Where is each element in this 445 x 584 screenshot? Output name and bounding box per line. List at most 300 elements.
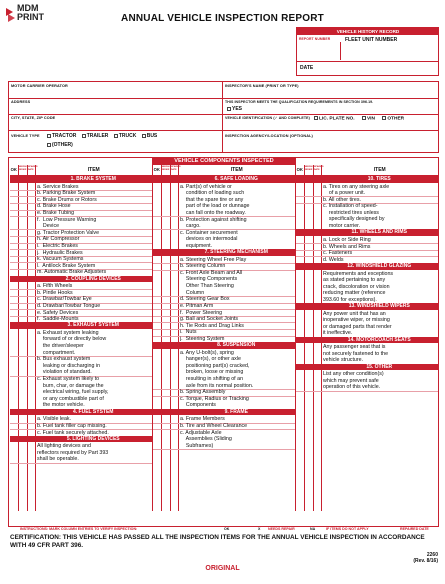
truck-label: TRUCK xyxy=(118,133,137,139)
section-header-cells xyxy=(10,176,36,183)
repaired-date-field[interactable] xyxy=(27,183,36,190)
ok-checkbox[interactable] xyxy=(296,243,305,250)
section-header-cells xyxy=(153,176,179,183)
instructions-na: NA xyxy=(310,527,316,531)
inspection-item: b. Parking Brake System xyxy=(37,190,96,197)
row-rule xyxy=(153,449,295,450)
ok-checkbox[interactable] xyxy=(10,256,19,263)
date-label: DATE xyxy=(300,65,314,71)
ok-checkbox[interactable] xyxy=(10,423,19,430)
inspection-item: c. Fasteners xyxy=(323,250,353,257)
ok-checkbox[interactable] xyxy=(10,376,19,409)
needs-repair-checkbox[interactable] xyxy=(18,316,27,323)
repaired-date-field[interactable] xyxy=(170,263,179,270)
ok-checkbox[interactable] xyxy=(153,322,162,329)
other-type-checkbox[interactable] xyxy=(47,143,51,147)
address-label: ADDRESS xyxy=(11,100,31,104)
ok-checkbox[interactable] xyxy=(10,283,19,290)
inspection-item: List any other condition(s) which may prevent safe operation of this vehicle. xyxy=(323,371,384,391)
inspection-item: g. Ball and Socket Joints xyxy=(180,316,239,323)
repaired-date-field[interactable] xyxy=(170,329,179,336)
agency-field[interactable] xyxy=(223,139,439,153)
needs-repair-checkbox[interactable] xyxy=(304,237,313,244)
inspection-item: a. Steering Wheel Free Play xyxy=(180,256,247,263)
repaired-date-field[interactable] xyxy=(27,236,36,243)
needs-repair-checkbox[interactable] xyxy=(161,296,170,303)
col-header-item: ITEM xyxy=(230,167,243,173)
logo-line1: MDM xyxy=(17,3,39,13)
needs-repair-checkbox[interactable] xyxy=(304,250,313,257)
inspection-item: d. Welds xyxy=(323,256,344,263)
col-header-needs-repair: NEEDS REPAIR xyxy=(161,166,170,171)
repaired-date-field[interactable] xyxy=(170,183,179,216)
ok-checkbox[interactable] xyxy=(296,310,305,336)
repaired-date-field[interactable] xyxy=(27,443,36,463)
section-header-cells xyxy=(296,303,322,310)
certification: CERTIFICATION: THIS VEHICLE HAS PASSED ALL THE INSPECTION ITEMS FOR THE ANNUAL VEHICLE INSPECTION IN ACCORDANCE WITH 49 CFR PART 396. xyxy=(10,534,425,549)
ok-checkbox[interactable] xyxy=(153,329,162,336)
repaired-date-field[interactable] xyxy=(27,316,36,323)
inspection-item: b. Tire and Wheel Clearance xyxy=(180,422,248,429)
form-number: 2260 xyxy=(426,552,438,558)
section-header: 2. COUPLING DEVICES xyxy=(35,276,152,283)
ok-checkbox[interactable] xyxy=(153,349,162,389)
repaired-date-field[interactable] xyxy=(170,216,179,229)
needs-repair-checkbox[interactable] xyxy=(18,330,27,356)
section-header-cells xyxy=(296,176,322,183)
inspection-item: Any power unit that has an inoperative wiper, or missing or damaged parts that render it ineffective. xyxy=(323,310,392,337)
ok-checkbox[interactable] xyxy=(10,183,19,190)
inspection-item: j. Steering System xyxy=(180,335,225,342)
needs-repair-checkbox[interactable] xyxy=(161,263,170,270)
repaired-date-field[interactable] xyxy=(27,269,36,276)
inspection-item: f. Low Pressure Warning Device xyxy=(37,216,97,230)
inspection-item: b. Fuel tank filler cap missing. xyxy=(37,422,107,429)
agency-label: INSPECTION AGENCY/LOCATION (OPTIONAL) xyxy=(225,134,313,138)
inspection-item: c. Installation of speed- restricted tires unless specifically designed by motor carrier. xyxy=(323,203,385,230)
inspection-item: i. Nuts xyxy=(180,329,197,336)
inspection-item: b. Protection against shifting cargo. xyxy=(180,216,247,230)
ok-checkbox[interactable] xyxy=(153,296,162,303)
ok-checkbox[interactable] xyxy=(153,256,162,263)
needs-repair-checkbox[interactable] xyxy=(304,344,313,364)
ok-checkbox[interactable] xyxy=(153,263,162,270)
repaired-date-field[interactable] xyxy=(313,270,322,303)
ok-checkbox[interactable] xyxy=(153,396,162,409)
repaired-date-field[interactable] xyxy=(27,229,36,236)
section-header-cells xyxy=(296,337,322,344)
inspection-item: a. Visible leak. xyxy=(37,416,72,423)
repaired-date-field[interactable] xyxy=(313,237,322,244)
repaired-date-field[interactable] xyxy=(313,250,322,257)
repaired-date-field[interactable] xyxy=(313,243,322,250)
needs-repair-checkbox[interactable] xyxy=(304,196,313,203)
date-field[interactable] xyxy=(317,62,437,76)
lic-checkbox[interactable] xyxy=(314,116,318,120)
ok-checkbox[interactable] xyxy=(10,210,19,217)
ok-checkbox[interactable] xyxy=(296,344,305,364)
inspector-name-label: INSPECTOR'S NAME (PRINT OR TYPE) xyxy=(225,84,299,88)
ok-checkbox[interactable] xyxy=(10,262,19,269)
repaired-date-field[interactable] xyxy=(313,183,322,196)
inspection-item: d. Drawbar/Towbar Tongue xyxy=(37,302,101,309)
ok-checkbox[interactable] xyxy=(153,336,162,343)
inspection-item: j. Hydraulic Brakes xyxy=(37,249,83,256)
inspection-item: Any passenger seat that is not securely fastened to the vehicle structure. xyxy=(323,344,389,364)
fleet-unit-field[interactable] xyxy=(342,42,439,60)
instructions-repaired: REPAIRED DATE xyxy=(400,527,429,531)
trailer-label: TRAILER xyxy=(86,133,109,139)
needs-repair-checkbox[interactable] xyxy=(18,443,27,463)
inspection-item: a. Exhaust system leaking forward of or directly below the driver/sleeper compartment. xyxy=(37,329,107,356)
needs-repair-checkbox[interactable] xyxy=(304,310,313,336)
repaired-date-field[interactable] xyxy=(27,262,36,269)
needs-repair-checkbox[interactable] xyxy=(161,309,170,316)
row-rule xyxy=(296,391,438,392)
needs-repair-checkbox[interactable] xyxy=(161,423,170,430)
needs-repair-checkbox[interactable] xyxy=(304,256,313,263)
needs-repair-checkbox[interactable] xyxy=(304,270,313,303)
repaired-date-field[interactable] xyxy=(313,310,322,336)
repaired-date-field[interactable] xyxy=(27,309,36,316)
ok-checkbox[interactable] xyxy=(296,237,305,244)
bus-checkbox[interactable] xyxy=(142,134,146,138)
city-label: CITY, STATE, ZIP CODE xyxy=(11,116,56,120)
vehicle-id-options xyxy=(314,116,404,121)
needs-repair-checkbox[interactable] xyxy=(18,296,27,303)
needs-repair-checkbox[interactable] xyxy=(304,243,313,250)
inspection-item: a. Part(s) of vehicle or condition of loading such that the spare tire or any part of the load or dunnage can fall onto the roadway. xyxy=(180,183,250,216)
operator-field[interactable] xyxy=(9,89,221,98)
vehicle-type-options xyxy=(47,133,157,139)
ok-checkbox[interactable] xyxy=(10,190,19,197)
address-field[interactable] xyxy=(9,105,221,114)
section-header: 3. EXHAUST SYSTEM xyxy=(35,322,152,329)
ok-checkbox[interactable] xyxy=(10,196,19,203)
repaired-date-field[interactable] xyxy=(27,190,36,197)
repaired-date-field[interactable] xyxy=(27,330,36,356)
ok-checkbox[interactable] xyxy=(10,303,19,310)
section-header-cells xyxy=(153,342,179,349)
section-header-cells xyxy=(296,263,322,270)
repaired-date-field[interactable] xyxy=(27,256,36,263)
needs-repair-checkbox[interactable] xyxy=(161,216,170,229)
inspection-item: e. Safety Devices xyxy=(37,309,79,316)
needs-repair-checkbox[interactable] xyxy=(161,303,170,310)
ok-checkbox[interactable] xyxy=(10,330,19,356)
needs-repair-checkbox[interactable] xyxy=(18,429,27,436)
ok-checkbox[interactable] xyxy=(10,356,19,376)
needs-repair-checkbox[interactable] xyxy=(161,396,170,409)
ok-checkbox[interactable] xyxy=(153,309,162,316)
needs-repair-checkbox[interactable] xyxy=(18,303,27,310)
needs-repair-checkbox[interactable] xyxy=(304,371,313,391)
info-grid xyxy=(8,81,439,153)
ok-checkbox[interactable] xyxy=(10,249,19,256)
needs-repair-checkbox[interactable] xyxy=(18,262,27,269)
instructions-text: INSTRUCTIONS: MARK COLUMN ENTRIES TO VERIFY INSPECTION: xyxy=(20,527,138,531)
section-header: 1. BRAKE SYSTEM xyxy=(35,176,152,183)
vehicle-history-record xyxy=(296,27,439,76)
repaired-date-field[interactable] xyxy=(313,371,322,391)
inspection-item: c. Fuel tank securely attached. xyxy=(37,429,109,436)
needs-repair-checkbox[interactable] xyxy=(18,249,27,256)
needs-repair-checkbox[interactable] xyxy=(161,316,170,323)
tractor-checkbox[interactable] xyxy=(47,134,51,138)
col-header-repaired: REPAIRED DATE xyxy=(26,166,38,171)
repaired-date-field[interactable] xyxy=(170,309,179,316)
inspection-item: b. Pintle Hooks xyxy=(37,289,73,296)
repaired-date-field[interactable] xyxy=(170,429,179,449)
report-number-field[interactable] xyxy=(297,42,341,60)
needs-repair-checkbox[interactable] xyxy=(161,270,170,296)
needs-repair-checkbox[interactable] xyxy=(161,229,170,249)
needs-repair-checkbox[interactable] xyxy=(161,429,170,449)
inspection-item: d. Steering Gear Box xyxy=(180,296,230,303)
tractor-label: TRACTOR xyxy=(52,133,77,139)
instructions-needs: NEEDS REPAIR xyxy=(268,527,295,531)
repaired-date-field[interactable] xyxy=(313,344,322,364)
repaired-date-field[interactable] xyxy=(170,349,179,389)
needs-repair-checkbox[interactable] xyxy=(18,416,27,423)
fleet-unit-label: FLEET UNIT NUMBER xyxy=(345,37,398,43)
inspection-item: a. Fifth Wheels xyxy=(37,283,73,290)
needs-repair-checkbox[interactable] xyxy=(18,256,27,263)
other-label: OTHER xyxy=(387,116,405,122)
section-header: 13. WINDSHIELD WIPERS xyxy=(321,303,438,310)
repaired-date-field[interactable] xyxy=(27,303,36,310)
truck-checkbox[interactable] xyxy=(114,134,118,138)
ok-checkbox[interactable] xyxy=(10,243,19,250)
inspection-item: b. Spring Assembly xyxy=(180,389,226,396)
col-header-item: ITEM xyxy=(373,167,386,173)
needs-repair-checkbox[interactable] xyxy=(18,269,27,276)
needs-repair-checkbox[interactable] xyxy=(18,190,27,197)
inspector-name-field[interactable] xyxy=(223,89,439,98)
ok-checkbox[interactable] xyxy=(296,183,305,196)
repaired-date-field[interactable] xyxy=(27,243,36,250)
col-header-ok: OK xyxy=(296,167,303,172)
vehicle-id-label: VEHICLE IDENTIFICATION (✓ AND COMPLETE) xyxy=(225,116,310,120)
inspection-item: c. Exhaust system likely to burn, char, or damage the electrical wiring, fuel supply, or any combustible part of the motor vehicle. xyxy=(37,376,109,409)
inspection-item: h. Tie Rods and Drag Links xyxy=(180,322,244,329)
ok-checkbox[interactable] xyxy=(153,270,162,296)
repaired-date-field[interactable] xyxy=(27,210,36,217)
repaired-date-field[interactable] xyxy=(170,416,179,423)
ok-checkbox[interactable] xyxy=(153,389,162,396)
needs-repair-checkbox[interactable] xyxy=(161,183,170,216)
city-field[interactable] xyxy=(9,121,221,130)
ok-checkbox[interactable] xyxy=(296,196,305,203)
instructions-ok: OK xyxy=(224,527,230,531)
repaired-date-field[interactable] xyxy=(27,289,36,296)
ok-checkbox[interactable] xyxy=(10,296,19,303)
inspection-item: c. Brake Drums or Rotors xyxy=(37,196,97,203)
inspection-item: c. Drawbar/Towbar Eye xyxy=(37,296,92,303)
needs-repair-checkbox[interactable] xyxy=(18,309,27,316)
ok-checkbox[interactable] xyxy=(10,316,19,323)
repaired-date-field[interactable] xyxy=(170,256,179,263)
needs-repair-checkbox[interactable] xyxy=(18,196,27,203)
ok-checkbox[interactable] xyxy=(296,203,305,229)
needs-repair-checkbox[interactable] xyxy=(304,203,313,229)
needs-repair-checkbox[interactable] xyxy=(161,329,170,336)
inspection-item: b. All other tires. xyxy=(323,196,361,203)
needs-repair-checkbox[interactable] xyxy=(161,389,170,396)
needs-repair-checkbox[interactable] xyxy=(18,203,27,210)
ok-checkbox[interactable] xyxy=(153,316,162,323)
repaired-date-field[interactable] xyxy=(170,229,179,249)
inspection-item: i. Electric Brakes xyxy=(37,242,78,249)
repaired-date-field[interactable] xyxy=(27,283,36,290)
repaired-date-field[interactable] xyxy=(313,203,322,229)
col-header-repaired: REPAIRED DATE xyxy=(169,166,181,171)
ok-checkbox[interactable] xyxy=(153,429,162,449)
repaired-date-field[interactable] xyxy=(170,296,179,303)
repaired-date-field[interactable] xyxy=(170,322,179,329)
ok-checkbox[interactable] xyxy=(153,216,162,229)
instructions-x: X xyxy=(258,527,261,531)
needs-repair-checkbox[interactable] xyxy=(18,283,27,290)
inspection-item: b. Wheels and Rims xyxy=(323,243,371,250)
ok-checkbox[interactable] xyxy=(10,229,19,236)
ok-checkbox[interactable] xyxy=(153,423,162,430)
instructions-na-text: IF ITEMS DO NOT APPLY xyxy=(326,527,369,531)
needs-repair-checkbox[interactable] xyxy=(161,336,170,343)
repaired-date-field[interactable] xyxy=(27,356,36,376)
ok-checkbox[interactable] xyxy=(10,216,19,229)
ok-checkbox[interactable] xyxy=(10,309,19,316)
needs-repair-checkbox[interactable] xyxy=(18,356,27,376)
inspection-item: f. Power Steering xyxy=(180,309,223,316)
report-number-label: REPORT NUMBER xyxy=(299,37,331,41)
ok-checkbox[interactable] xyxy=(153,229,162,249)
ok-checkbox[interactable] xyxy=(153,303,162,310)
components-table xyxy=(8,157,439,527)
repaired-date-field[interactable] xyxy=(27,249,36,256)
needs-repair-checkbox[interactable] xyxy=(18,229,27,236)
repaired-date-field[interactable] xyxy=(170,303,179,310)
inspection-item: c. Adjustable Axle Assemblies (Sliding Subframes) xyxy=(180,429,232,449)
needs-repair-checkbox[interactable] xyxy=(161,256,170,263)
repaired-date-field[interactable] xyxy=(170,389,179,396)
needs-repair-checkbox[interactable] xyxy=(18,376,27,409)
section-header: 7. STEERING MECHANISM xyxy=(178,249,295,256)
inspection-item: e. Brake Tubing xyxy=(37,209,75,216)
needs-repair-checkbox[interactable] xyxy=(18,423,27,430)
inspection-item: d. Brake Hose xyxy=(37,203,71,210)
repaired-date-field[interactable] xyxy=(27,196,36,203)
report-title: ANNUAL VEHICLE INSPECTION REPORT xyxy=(121,13,324,24)
section-header-cells xyxy=(296,229,322,236)
section-header-cells xyxy=(153,409,179,416)
qualified-yes[interactable] xyxy=(227,106,242,112)
needs-repair-checkbox[interactable] xyxy=(18,210,27,217)
lic-label: LIC. PLATE NO. xyxy=(319,116,355,122)
other-type-label: (OTHER) xyxy=(52,142,73,148)
needs-repair-checkbox[interactable] xyxy=(161,349,170,389)
ok-checkbox[interactable] xyxy=(296,371,305,391)
needs-repair-checkbox[interactable] xyxy=(304,183,313,196)
qualified-label: THIS INSPECTOR MEETS THE QUALIFICATION REQUIREMENTS IN SECTION 396.19. xyxy=(225,100,374,104)
ok-checkbox[interactable] xyxy=(10,443,19,463)
repaired-date-field[interactable] xyxy=(27,416,36,423)
repaired-date-field[interactable] xyxy=(27,376,36,409)
vin-label: VIN xyxy=(366,116,375,122)
repaired-date-field[interactable] xyxy=(313,196,322,203)
inspection-item: l. Antilock Brake System xyxy=(37,262,96,269)
yes-checkbox[interactable] xyxy=(227,107,231,111)
section-header-cells xyxy=(153,249,179,256)
inspection-item: All lighting devices and reflectors required by Part 393 shall be operable. xyxy=(37,443,109,463)
vehicle-type-label: VEHICLE TYPE xyxy=(11,134,40,138)
bus-label: BUS xyxy=(146,133,158,139)
ok-checkbox[interactable] xyxy=(10,416,19,423)
inspection-item: c. Torque, Radius or Tracking Components xyxy=(180,395,249,409)
inspection-item: a. Lock or Side Ring xyxy=(323,236,371,243)
ok-checkbox[interactable] xyxy=(10,236,19,243)
section-header: 15. OTHER xyxy=(321,364,438,371)
needs-repair-checkbox[interactable] xyxy=(18,216,27,229)
yes-label: YES xyxy=(232,106,243,112)
inspection-item: k. Vacuum Systems xyxy=(37,256,84,263)
inspection-item: a. Any U-bolt(s), spring hanger(s), or other axle positioning part(s) cracked, broken, loose or missing resulting in shifting of an axle from its normal position. xyxy=(180,349,254,389)
ok-checkbox[interactable] xyxy=(10,269,19,276)
ok-checkbox[interactable] xyxy=(296,270,305,303)
repaired-date-field[interactable] xyxy=(27,203,36,210)
copy-label: ORIGINAL xyxy=(205,565,240,572)
section-header: 5. LIGHTING DEVICES xyxy=(35,436,152,443)
inspection-item: m. Automatic Brake Adjusters xyxy=(37,269,107,276)
ok-checkbox[interactable] xyxy=(296,256,305,263)
trailer-checkbox[interactable] xyxy=(82,134,86,138)
repaired-date-field[interactable] xyxy=(313,256,322,263)
ok-checkbox[interactable] xyxy=(10,289,19,296)
inspection-item: e. Pitman Arm xyxy=(180,302,214,309)
needs-repair-checkbox[interactable] xyxy=(18,183,27,190)
other-checkbox[interactable] xyxy=(382,116,386,120)
inspection-item: a. Tires on any steering axle of a power unit. xyxy=(323,183,390,197)
vin-checkbox[interactable] xyxy=(362,116,366,120)
repaired-date-field[interactable] xyxy=(170,423,179,430)
ok-checkbox[interactable] xyxy=(296,250,305,257)
inspection-item: a. Service Brakes xyxy=(37,183,79,190)
repaired-date-field[interactable] xyxy=(27,296,36,303)
repaired-date-field[interactable] xyxy=(170,316,179,323)
repaired-date-field[interactable] xyxy=(27,429,36,436)
components-header: VEHICLE COMPONENTS INSPECTED xyxy=(153,158,295,165)
repaired-date-field[interactable] xyxy=(170,270,179,296)
needs-repair-checkbox[interactable] xyxy=(161,322,170,329)
section-header: 6. SAFE LOADING xyxy=(178,176,295,183)
needs-repair-checkbox[interactable] xyxy=(18,243,27,250)
needs-repair-checkbox[interactable] xyxy=(18,289,27,296)
ok-checkbox[interactable] xyxy=(153,416,162,423)
inspection-item: b. Bus exhaust system leaking or discharging in violation of standard. xyxy=(37,356,101,376)
section-header: 4. FUEL SYSTEM xyxy=(35,409,152,416)
repaired-date-field[interactable] xyxy=(170,396,179,409)
ok-checkbox[interactable] xyxy=(10,203,19,210)
needs-repair-checkbox[interactable] xyxy=(161,416,170,423)
repaired-date-field[interactable] xyxy=(27,423,36,430)
needs-repair-checkbox[interactable] xyxy=(18,236,27,243)
repaired-date-field[interactable] xyxy=(170,336,179,343)
ok-checkbox[interactable] xyxy=(10,429,19,436)
repaired-date-field[interactable] xyxy=(27,216,36,229)
ok-checkbox[interactable] xyxy=(153,183,162,216)
section-header: 8. SUSPENSION xyxy=(178,342,295,349)
col-header-needs-repair: NEEDS REPAIR xyxy=(18,166,27,171)
